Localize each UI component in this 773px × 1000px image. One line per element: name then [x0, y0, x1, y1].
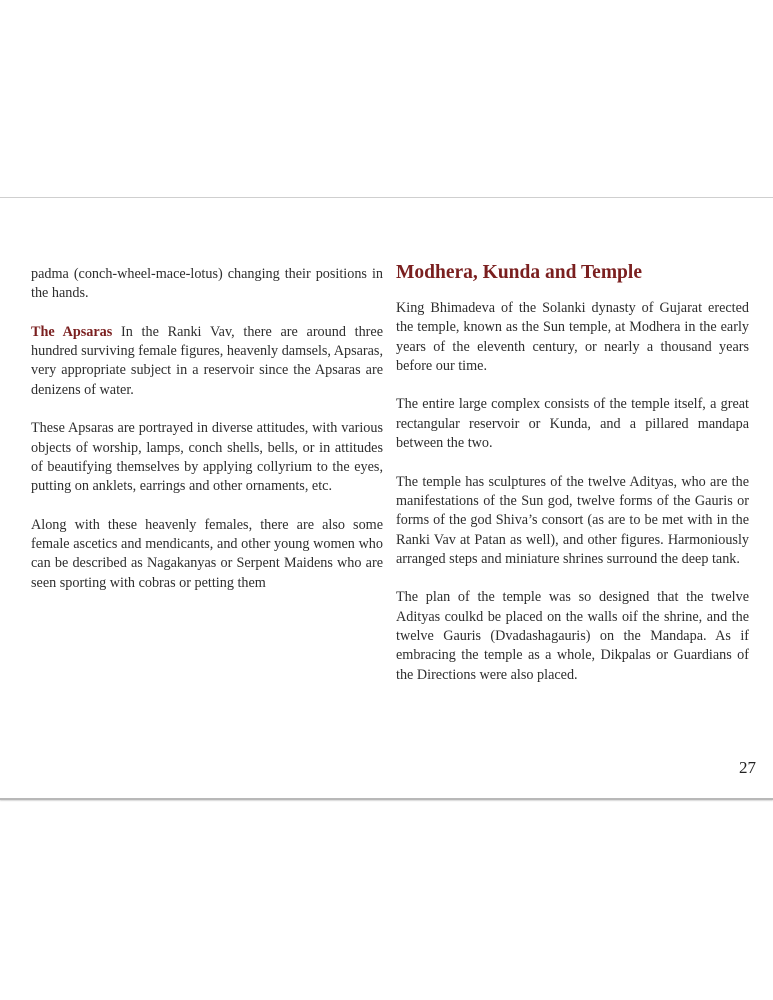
section-heading: Modhera, Kunda and Temple [396, 262, 642, 283]
book-page [0, 197, 773, 800]
left-paragraph-2 [31, 323, 383, 400]
apsaras-paragraph-text: In the Ranki Vav, there are around three hundred surviving female figures, heavenly damsels, Apsaras, very appropriate subject in a reservoir since the Apsaras are denizens of water. [31, 323, 383, 398]
apsaras-lead-heading: The Apsaras [31, 323, 113, 340]
left-column [31, 265, 383, 612]
right-paragraph-4: The plan of the temple was so designed that the twelve Adityas coulkd be placed on the walls oif the shrine, and the twelve Gauris (Dvadashagauris) on the Mandapa. As if embracing the temple as a whole, Dikpalas or Guardians of the Directions were also placed. [396, 589, 749, 683]
right-paragraph-3: The temple has sculptures of the twelve Adityas, who are the manifestations of the Sun god, twelve forms of the Gauris or forms of the god Shiva’s consort (as are to be met with in the Ranki Vav at Patan as well), and other figures. Harmoniously arranged steps and miniature shrines surround the deep tank. [396, 473, 749, 567]
right-column [396, 261, 749, 704]
right-paragraph-2: The entire large complex consists of the temple itself, a great rectangular reservoir or Kunda, and a pillared mandapa between the two. [396, 396, 749, 452]
left-paragraph-3: These Apsaras are portrayed in diverse attitudes, with various objects of worship, lamps, conch shells, bells, or in attitudes of beautifying themselves by applying collyrium to the eyes, putting on anklets, earrings and other ornaments, etc. [31, 420, 383, 495]
left-paragraph-1: padma (conch-wheel-mace-lotus) changing their positions in the hands. [31, 266, 383, 302]
right-paragraph-1: King Bhimadeva of the Solanki dynasty of Gujarat erected the temple, known as the Sun temple, at Modhera in the early years of the eleventh century, or nearly a thousand years before our time. [396, 300, 749, 374]
left-paragraph-4: Along with these heavenly females, there are also some female ascetics and mendicants, and other young women who can be described as Nagakanyas or Serpent Maidens who are seen sporting with cobras or petting them [31, 516, 383, 591]
page-number: 27 [739, 758, 756, 777]
